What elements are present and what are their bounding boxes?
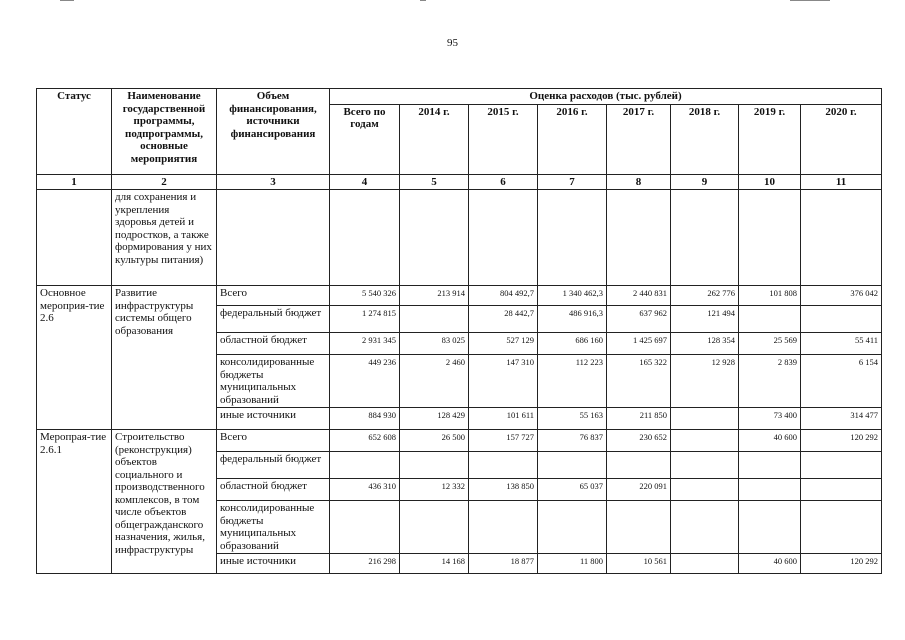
status-cell: Меропрая-тие 2.6.1 xyxy=(37,430,112,574)
value-cell: 165 322 xyxy=(607,355,671,408)
value-cell: 637 962 xyxy=(607,306,671,333)
value-cell: 120 292 xyxy=(801,430,882,452)
source-cell: иные источники xyxy=(217,408,330,430)
header-year: 2020 г. xyxy=(801,104,882,174)
column-number: 5 xyxy=(400,174,469,190)
header-row-top xyxy=(37,89,882,105)
column-number: 3 xyxy=(217,174,330,190)
value-cell: 18 877 xyxy=(469,554,538,574)
value-cell: 26 500 xyxy=(400,430,469,452)
column-number: 7 xyxy=(538,174,607,190)
value-cell: 436 310 xyxy=(330,479,400,501)
value-cell xyxy=(801,306,882,333)
value-cell xyxy=(739,452,801,479)
value-cell xyxy=(801,501,882,554)
source-cell: иные источники xyxy=(217,554,330,574)
value-cell: 138 850 xyxy=(469,479,538,501)
value-cell: 2 460 xyxy=(400,355,469,408)
scan-artifact xyxy=(60,0,74,1)
value-cell xyxy=(739,190,801,286)
value-cell xyxy=(671,554,739,574)
value-cell: 652 608 xyxy=(330,430,400,452)
value-cell: 147 310 xyxy=(469,355,538,408)
value-cell: 230 652 xyxy=(607,430,671,452)
value-cell xyxy=(400,501,469,554)
header-year: 2014 г. xyxy=(400,104,469,174)
status-cell: Основное мероприя-тие 2.6 xyxy=(37,286,112,430)
value-cell xyxy=(469,501,538,554)
value-cell: 25 569 xyxy=(739,333,801,355)
header-year: 2016 г. xyxy=(538,104,607,174)
header-year: 2015 г. xyxy=(469,104,538,174)
value-cell: 40 600 xyxy=(739,554,801,574)
header-total: Всего по годам xyxy=(330,104,400,174)
value-cell xyxy=(607,452,671,479)
table-row xyxy=(37,430,882,452)
value-cell: 76 837 xyxy=(538,430,607,452)
value-cell: 65 037 xyxy=(538,479,607,501)
value-cell: 121 494 xyxy=(671,306,739,333)
column-number: 8 xyxy=(607,174,671,190)
value-cell: 2 931 345 xyxy=(330,333,400,355)
header-estimate: Оценка расходов (тыс. рублей) xyxy=(330,89,882,105)
header-volume: Объем финансирования, источники финансирования xyxy=(217,89,330,175)
value-cell: 804 492,7 xyxy=(469,286,538,306)
value-cell: 2 440 831 xyxy=(607,286,671,306)
value-cell xyxy=(330,190,400,286)
value-cell xyxy=(671,452,739,479)
value-cell xyxy=(538,190,607,286)
value-cell: 376 042 xyxy=(801,286,882,306)
value-cell: 1 425 697 xyxy=(607,333,671,355)
value-cell: 884 930 xyxy=(330,408,400,430)
value-cell: 112 223 xyxy=(538,355,607,408)
value-cell xyxy=(538,501,607,554)
value-cell xyxy=(538,452,607,479)
value-cell: 486 916,3 xyxy=(538,306,607,333)
value-cell xyxy=(671,408,739,430)
value-cell xyxy=(671,430,739,452)
value-cell: 101 611 xyxy=(469,408,538,430)
value-cell xyxy=(330,501,400,554)
header-status: Статус xyxy=(37,89,112,175)
value-cell: 213 914 xyxy=(400,286,469,306)
value-cell xyxy=(801,190,882,286)
value-cell xyxy=(400,190,469,286)
budget-table xyxy=(36,88,882,574)
value-cell: 157 727 xyxy=(469,430,538,452)
value-cell xyxy=(671,479,739,501)
value-cell xyxy=(739,306,801,333)
column-number: 9 xyxy=(671,174,739,190)
column-number: 4 xyxy=(330,174,400,190)
column-number-row xyxy=(37,174,882,190)
value-cell: 11 800 xyxy=(538,554,607,574)
value-cell xyxy=(469,190,538,286)
column-number: 2 xyxy=(112,174,217,190)
value-cell xyxy=(671,501,739,554)
value-cell: 101 808 xyxy=(739,286,801,306)
value-cell xyxy=(801,452,882,479)
header-name: Наименование государственной программы, подпрограммы, основные мероприятия xyxy=(112,89,217,175)
source-cell: Всего xyxy=(217,430,330,452)
value-cell xyxy=(400,306,469,333)
source-cell: федеральный бюджет xyxy=(217,306,330,333)
value-cell: 73 400 xyxy=(739,408,801,430)
header-year: 2018 г. xyxy=(671,104,739,174)
value-cell xyxy=(330,452,400,479)
value-cell: 216 298 xyxy=(330,554,400,574)
value-cell xyxy=(739,479,801,501)
value-cell: 12 928 xyxy=(671,355,739,408)
continuation-row xyxy=(37,190,882,286)
value-cell: 1 274 815 xyxy=(330,306,400,333)
scan-artifact xyxy=(420,0,426,1)
header-year: 2019 г. xyxy=(739,104,801,174)
source-cell: областной бюджет xyxy=(217,333,330,355)
value-cell: 83 025 xyxy=(400,333,469,355)
value-cell xyxy=(739,501,801,554)
column-number: 1 xyxy=(37,174,112,190)
scan-artifact xyxy=(790,0,830,1)
source-cell xyxy=(217,190,330,286)
source-cell: областной бюджет xyxy=(217,479,330,501)
status-cell xyxy=(37,190,112,286)
header-year: 2017 г. xyxy=(607,104,671,174)
value-cell: 128 354 xyxy=(671,333,739,355)
source-cell: Всего xyxy=(217,286,330,306)
column-number: 6 xyxy=(469,174,538,190)
value-cell xyxy=(607,501,671,554)
value-cell: 55 411 xyxy=(801,333,882,355)
value-cell: 1 340 462,3 xyxy=(538,286,607,306)
value-cell xyxy=(671,190,739,286)
column-number: 11 xyxy=(801,174,882,190)
table-row xyxy=(37,286,882,306)
value-cell: 686 160 xyxy=(538,333,607,355)
value-cell: 6 154 xyxy=(801,355,882,408)
source-cell: консолидированные бюджеты муниципальных образований xyxy=(217,355,330,408)
value-cell: 10 561 xyxy=(607,554,671,574)
value-cell: 2 839 xyxy=(739,355,801,408)
column-number: 10 xyxy=(739,174,801,190)
value-cell: 128 429 xyxy=(400,408,469,430)
program-name-cell: Строительство (реконструкция) объектов социального и производственного комплексов, в том числе объектов общегражданского назначения, жилья, инфраструктуры xyxy=(112,430,217,574)
value-cell xyxy=(607,190,671,286)
value-cell xyxy=(400,452,469,479)
value-cell xyxy=(801,479,882,501)
value-cell: 120 292 xyxy=(801,554,882,574)
value-cell: 211 850 xyxy=(607,408,671,430)
value-cell: 55 163 xyxy=(538,408,607,430)
value-cell: 314 477 xyxy=(801,408,882,430)
value-cell xyxy=(469,452,538,479)
value-cell: 527 129 xyxy=(469,333,538,355)
page-number: 95 xyxy=(447,37,458,49)
value-cell: 220 091 xyxy=(607,479,671,501)
source-cell: федеральный бюджет xyxy=(217,452,330,479)
value-cell: 14 168 xyxy=(400,554,469,574)
value-cell: 5 540 326 xyxy=(330,286,400,306)
value-cell: 449 236 xyxy=(330,355,400,408)
value-cell: 40 600 xyxy=(739,430,801,452)
value-cell: 28 442,7 xyxy=(469,306,538,333)
value-cell: 262 776 xyxy=(671,286,739,306)
source-cell: консолидированные бюджеты муниципальных образований xyxy=(217,501,330,554)
program-name-cell: Развитие инфраструктуры системы общего образования xyxy=(112,286,217,430)
value-cell: 12 332 xyxy=(400,479,469,501)
program-name-cell: для сохранения и укрепления здоровья детей и подростков, а также формирования у них культуры питания) xyxy=(112,190,217,286)
